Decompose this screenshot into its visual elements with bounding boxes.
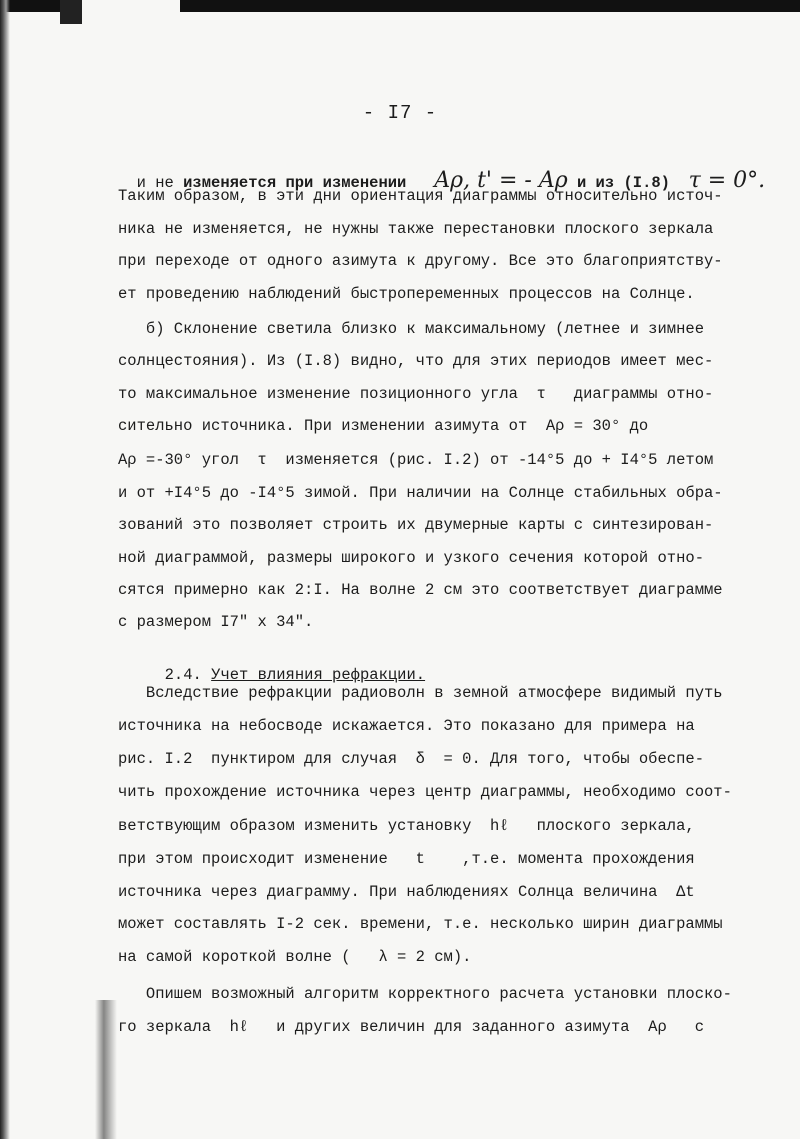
section-title: Учет влияния рефракции. — [211, 666, 426, 684]
text-line-3: ника не изменяется, не нужны также перестановки плоского зеркала — [118, 220, 714, 238]
section-heading — [146, 648, 425, 684]
text-line-20: ветствующим образом изменить установку hℓ плоского зеркала, — [118, 817, 695, 835]
text-line-10: Aρ =-30° угол τ изменяется (рис. I.2) от -14°5 до + I4°5 летом — [118, 451, 714, 469]
text-line-26: го зеркала hℓ и других величин для заданного азимута Aρ с — [118, 1018, 704, 1036]
text-line-2: Таким образом, в эти дни ориентация диаграммы относительно источ- — [118, 187, 723, 205]
text-line-8: то максимальное изменение позиционного угла τ диаграммы отно- — [118, 385, 714, 403]
text-line-14: сятся примерно как 2:I. На волне 2 см это соответствует диаграмме — [118, 581, 723, 599]
text-line-23: может составлять I-2 сек. времени, т.е. несколько ширин диаграммы — [118, 915, 723, 933]
text-line-13: ной диаграммой, размеры широкого и узкого сечения которой отно- — [118, 549, 704, 567]
text-line-11: и от +I4°5 до -I4°5 зимой. При наличии на Солнце стабильных обра- — [118, 484, 723, 502]
scan-top-notch — [60, 0, 180, 24]
text-line-25: Опишем возможный алгоритм корректного расчета установки плоско- — [118, 985, 732, 1003]
scan-left-edge — [0, 0, 10, 1139]
scan-left-smudge — [95, 1000, 117, 1139]
text-line-15: с размером I7" x 34". — [118, 613, 314, 631]
text-line-12: зований это позволяет строить их двумерные карты с синтезирован- — [118, 516, 714, 534]
text-line-19: чить прохождение источника через центр диаграммы, необходимо соот- — [118, 783, 732, 801]
text-line-5: ет проведению наблюдений быстропеременных процессов на Солнце. — [118, 285, 695, 303]
text-line-24: на самой короткой волне ( λ = 2 см). — [118, 948, 472, 966]
text-line-22: источника через диаграмму. При наблюдениях Солнца величина Δt — [118, 883, 695, 901]
text-line-7: солнцестояния). Из (I.8) видно, что для этих периодов имеет мес- — [118, 352, 714, 370]
text-line-9: сительно источника. При изменении азимута от Aρ = 30° до — [118, 417, 649, 435]
text-line-16: Вследствие рефракции радиоволн в земной атмосфере видимый путь — [118, 684, 723, 702]
page-number: - I7 - — [362, 102, 438, 124]
text-line-1: и не изменяется при изменении Aρ, t' = - Aρ и из (I.8) τ = 0°. — [136, 168, 766, 193]
text-line-18: рис. I.2 пунктиром для случая δ = 0. Для того, чтобы обеспе- — [118, 750, 704, 768]
section-number: 2.4. — [164, 666, 202, 684]
text-line-17: источника на небосводе искажается. Это показано для примера на — [118, 717, 695, 735]
text-line-21: при этом происходит изменение t ,т.е. момента прохождения — [118, 850, 695, 868]
text-line-4: при переходе от одного азимута к другому. Все это благоприятству- — [118, 252, 723, 270]
text-line-6: б) Склонение светила близко к максимальному (летнее и зимнее — [118, 320, 704, 338]
